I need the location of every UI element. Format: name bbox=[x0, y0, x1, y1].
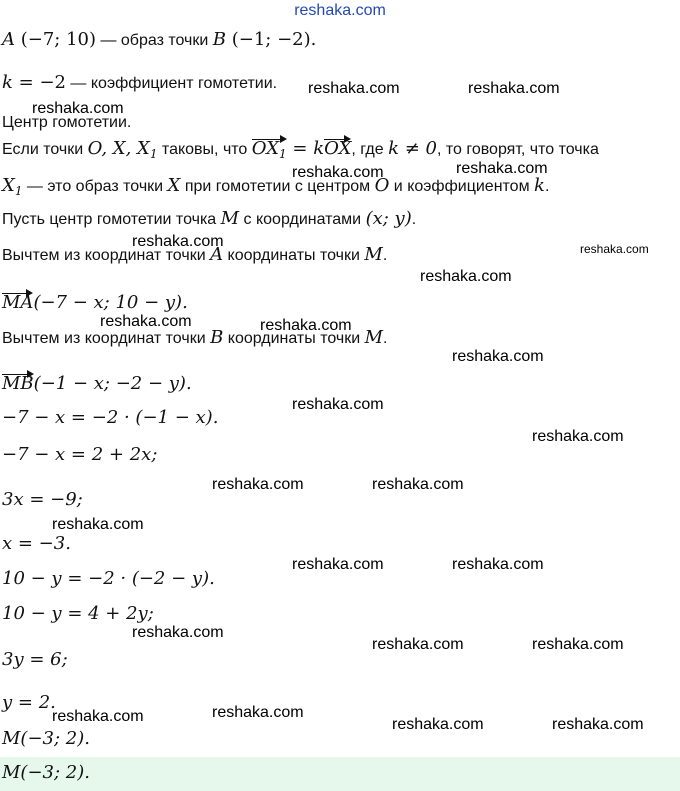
math-M: M bbox=[364, 327, 384, 348]
text: таковы, что bbox=[157, 141, 252, 158]
watermark: reshaka.com bbox=[32, 100, 124, 117]
math-k-neq: k ≠ 0 bbox=[388, 138, 437, 159]
math-k: k bbox=[534, 175, 545, 196]
math-point-a: A bbox=[2, 29, 15, 50]
line-vector-mb bbox=[2, 373, 192, 396]
text: Если точки bbox=[2, 141, 88, 158]
equation-x-3: 3x = −9; bbox=[2, 489, 83, 510]
math-points-text: O, X, X bbox=[87, 138, 150, 159]
math-coords-a: (−7; 10) bbox=[15, 29, 96, 50]
line-image-statement bbox=[2, 29, 316, 52]
equation-x-1: −7 − x = −2 · (−1 − x). bbox=[2, 407, 219, 428]
text: . bbox=[411, 211, 417, 228]
equation-x-2: −7 − x = 2 + 2x; bbox=[2, 444, 158, 465]
text: координаты точки bbox=[223, 330, 365, 347]
watermark: reshaka.com bbox=[52, 516, 144, 533]
watermark: reshaka.com bbox=[132, 233, 224, 250]
line-let-center bbox=[2, 208, 416, 231]
text: . bbox=[383, 330, 388, 347]
math-coords: (−7 − x; 10 − y). bbox=[33, 292, 188, 313]
watermark: reshaka.com bbox=[212, 476, 304, 493]
text: Центр гомотетии. bbox=[2, 114, 132, 131]
math-points bbox=[88, 138, 158, 159]
site-logo[interactable]: reshaka.com bbox=[294, 2, 386, 19]
watermark: reshaka.com bbox=[532, 428, 624, 445]
line-definition bbox=[2, 138, 599, 161]
watermark: reshaka.com bbox=[292, 396, 384, 413]
vector-ox: OX bbox=[324, 138, 352, 159]
math-value: = −2 bbox=[12, 72, 66, 93]
math-coords-b: (−1; −2). bbox=[226, 29, 317, 50]
text: — образ точки bbox=[96, 32, 213, 49]
math-coords: (−1 − x; −2 − y). bbox=[33, 373, 192, 394]
math-X: X bbox=[167, 175, 181, 196]
math-k: k bbox=[2, 72, 13, 93]
text: — это образ точки bbox=[22, 178, 168, 195]
text: . bbox=[382, 247, 388, 264]
text: . bbox=[544, 178, 550, 195]
line-coefficient bbox=[2, 72, 277, 95]
watermark: reshaka.com bbox=[100, 313, 192, 330]
equation-y-2: 10 − y = 4 + 2y; bbox=[2, 603, 154, 624]
vector-mb: MB bbox=[2, 373, 34, 394]
equation-y-result: y = 2. bbox=[2, 692, 56, 713]
watermark: reshaka.com bbox=[260, 317, 352, 334]
subscript: 1 bbox=[14, 184, 23, 198]
text: — коэффициент гомотетии. bbox=[65, 75, 278, 92]
math-B: B bbox=[210, 327, 224, 348]
watermark: reshaka.com bbox=[456, 160, 548, 177]
line-vector-ma bbox=[2, 292, 188, 315]
watermark: reshaka.com bbox=[292, 556, 384, 573]
watermark: reshaka.com bbox=[308, 80, 400, 97]
watermark: reshaka.com bbox=[372, 476, 464, 493]
subscript: 1 bbox=[279, 147, 287, 161]
equation-y-1: 10 − y = −2 · (−2 − y). bbox=[2, 568, 215, 589]
text: Вычтем из координат точки bbox=[2, 330, 211, 347]
vector-ma: MA bbox=[2, 292, 34, 313]
math-M: M bbox=[364, 244, 383, 265]
watermark: reshaka.com bbox=[132, 624, 224, 641]
equation-x-result: x = −3. bbox=[2, 533, 71, 554]
line-definition-cont bbox=[2, 175, 549, 198]
math-A: A bbox=[210, 244, 224, 265]
subscript: 1 bbox=[149, 147, 158, 161]
answer-text: M(−3; 2). bbox=[2, 762, 90, 783]
math-xy: (x; y) bbox=[365, 208, 412, 229]
math-eq-k: = k bbox=[286, 138, 325, 159]
watermark: reshaka.com bbox=[552, 716, 644, 733]
watermark: reshaka.com bbox=[212, 704, 304, 721]
text: Вычтем из координат точки bbox=[2, 247, 211, 264]
equation-y-3: 3y = 6; bbox=[2, 649, 68, 670]
text: при гомотетии с центром bbox=[180, 178, 375, 195]
math-O: O bbox=[374, 175, 390, 196]
watermark: reshaka.com bbox=[420, 268, 512, 285]
math-x1 bbox=[2, 175, 22, 196]
watermark: reshaka.com bbox=[468, 80, 560, 97]
watermark: reshaka.com bbox=[452, 348, 544, 365]
math-point-b: B bbox=[212, 29, 226, 50]
watermark: reshaka.com bbox=[372, 636, 464, 653]
text: и коэффициентом bbox=[389, 178, 535, 195]
vector-text: OX bbox=[251, 138, 280, 159]
watermark: reshaka.com bbox=[532, 636, 624, 653]
text: с координатами bbox=[239, 211, 366, 228]
watermark: reshaka.com bbox=[452, 556, 544, 573]
watermark: reshaka.com bbox=[580, 242, 649, 256]
text: , то говорят, что точка bbox=[436, 141, 599, 158]
watermark: reshaka.com bbox=[52, 708, 144, 725]
math-M: M bbox=[220, 208, 240, 229]
text: координаты точки bbox=[223, 247, 365, 264]
watermark: reshaka.com bbox=[392, 716, 484, 733]
text: , где bbox=[351, 141, 389, 158]
math-x: X bbox=[2, 175, 15, 196]
watermark: reshaka.com bbox=[292, 164, 384, 181]
vector-ox1 bbox=[252, 138, 287, 160]
answer-box bbox=[0, 757, 680, 791]
point-m-result: M(−3; 2). bbox=[2, 728, 90, 749]
text: Пусть центр гомотетии точка bbox=[2, 211, 221, 228]
